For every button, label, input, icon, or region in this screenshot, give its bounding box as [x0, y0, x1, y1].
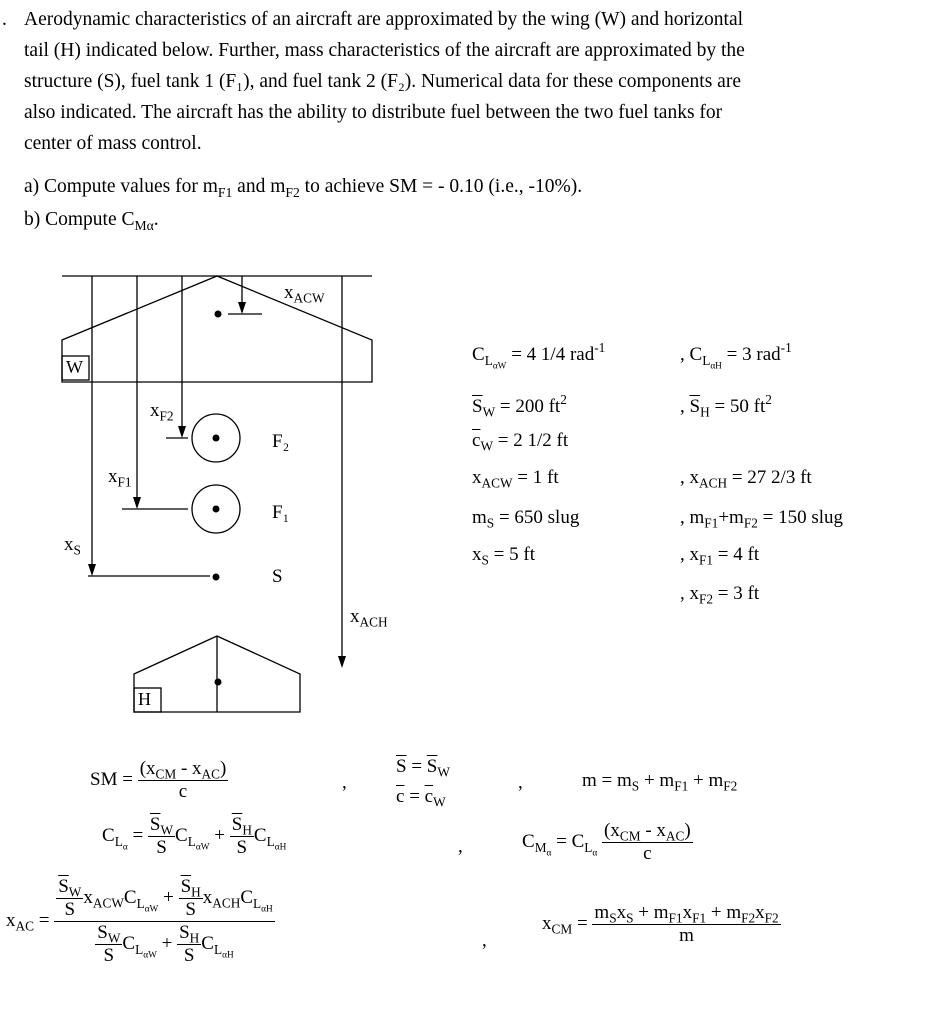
data-cla-w: $C_{L_{\alpha W}} = 4$ 1/4 rad$^{-1}$: [472, 340, 606, 371]
xf1-arrow: [133, 497, 141, 509]
label-xACH: $x_{ACH}$: [350, 606, 388, 630]
tail-ac-dot: [215, 679, 222, 686]
formula-m: $m = m_S + m_{F1} + m_{F2}$: [582, 770, 738, 794]
label-xS: $x_S$: [64, 534, 81, 558]
xacw-arrow: [238, 302, 246, 314]
label-S: S: [272, 566, 283, 587]
formula-xcm: $x_{CM}$ = $\frac{m_Sx_S + m_{F1}x_{F1} + m_{F2}x_{F2}}{m}$: [542, 902, 779, 946]
data-xach: , $x_{ACH} = 27$ 2/3 ft: [680, 467, 812, 491]
data-xf1: , $x_{F1} = 4$ ft: [680, 544, 760, 568]
data-cw: $\overline{c}_W = 2$ 1/2 ft: [472, 430, 569, 454]
data-xs: $x_S = 5$ ft: [472, 544, 535, 568]
formula-cla: $C_{L_\alpha}$ = $\frac{\overline{S}_W}{S}$ $C_{L_{\alpha W}}$ + $\frac{\overline{S}_H}{S}$ $C_{L_{\alpha H}}$: [102, 814, 287, 858]
f1-center-dot: [213, 506, 220, 513]
comma-1: ,: [342, 772, 347, 793]
label-xF1: $x_{F1}$: [108, 466, 132, 490]
question-a: a) Compute values for $m_{F1}$ and $m_{F2}$ to achieve SM = - 0.10 (i.e., -10%).: [24, 176, 583, 200]
data-ms: $m_S = 650$ slug: [472, 507, 580, 531]
label-xACW: $x_{ACW}$: [284, 282, 325, 306]
data-sw: $\overline{S}_W = 200$ $ft^2$: [472, 392, 567, 420]
label-H: H: [138, 689, 151, 709]
data-xf2: , $x_{F2} = 3$ ft: [680, 583, 760, 607]
label-W: W: [66, 357, 83, 377]
comma-4: ,: [482, 930, 487, 951]
label-F2: F₂: [272, 431, 290, 452]
question-b: b) Compute $C_{M\alpha}$.: [24, 209, 159, 233]
formula-sm: SM = $\frac{(x_{CM} - x_{AC})}{c}$: [90, 758, 227, 802]
data-cla-h: , $C_{L_{\alpha H}} = 3$ rad$^{-1}$: [680, 340, 792, 371]
f2-center-dot: [213, 435, 220, 442]
xs-arrow: [88, 564, 96, 576]
problem-line-5: center of mass control.: [24, 133, 202, 154]
formula-sbar: $\overline{S} = \overline{S}_W$: [396, 756, 450, 780]
problem-line-4: also indicated. The aircraft has the ability to distribute fuel between the two fuel tanks for: [24, 102, 723, 123]
s-center-dot: [213, 574, 220, 581]
formula-xac: $x_{AC}$ = $\frac{\overline{S}_W}{S}$ $x_{ACW}C_{L_{\alpha W}}$ + $\frac{\overline{S}_H}{S}$ $x_{ACH}C_{L_{\alpha H}}$ $\frac{\overline{S}_W}{S}$ $C_{L_{\alpha W}}$ + $\frac{\overline{S}_H}{S}$ $C_{L_{\alpha H}}$: [6, 876, 273, 966]
label-F1: F₁: [272, 502, 290, 523]
wing-ac-dot: [215, 311, 222, 318]
data-xacw: $x_{ACW} = 1$ ft: [472, 467, 559, 491]
formula-cbar: $\overline{c} = \overline{c}_W$: [396, 786, 446, 810]
problem-line-3: structure (S), fuel tank 1 (F₁), and fuel tank 2 (F₂). Numerical data for these components are: [24, 71, 741, 92]
data-mf: , $m_{F1}+m_{F2} = 150$ slug: [680, 507, 844, 531]
formula-cma: $C_{M_\alpha} = C_{L_\alpha}$ $\frac{(x_{CM} - x_{AC})}{c}$: [522, 820, 691, 864]
problem-line-1: Aerodynamic characteristics of an aircraft are approximated by the wing (W) and horizontal: [24, 9, 744, 30]
label-xF2: $x_{F2}$: [150, 400, 174, 424]
bullet: .: [2, 9, 7, 30]
problem-line-2: tail (H) indicated below. Further, mass characteristics of the aircraft are approximated by the: [24, 40, 745, 61]
comma-2: ,: [518, 772, 523, 793]
comma-3: ,: [458, 836, 463, 857]
wing-shape: [62, 276, 372, 382]
data-sh: , $\overline{S}_H = 50$ $ft^2$: [680, 392, 772, 420]
xach-arrow: [338, 656, 346, 668]
xf2-arrow: [178, 426, 186, 438]
